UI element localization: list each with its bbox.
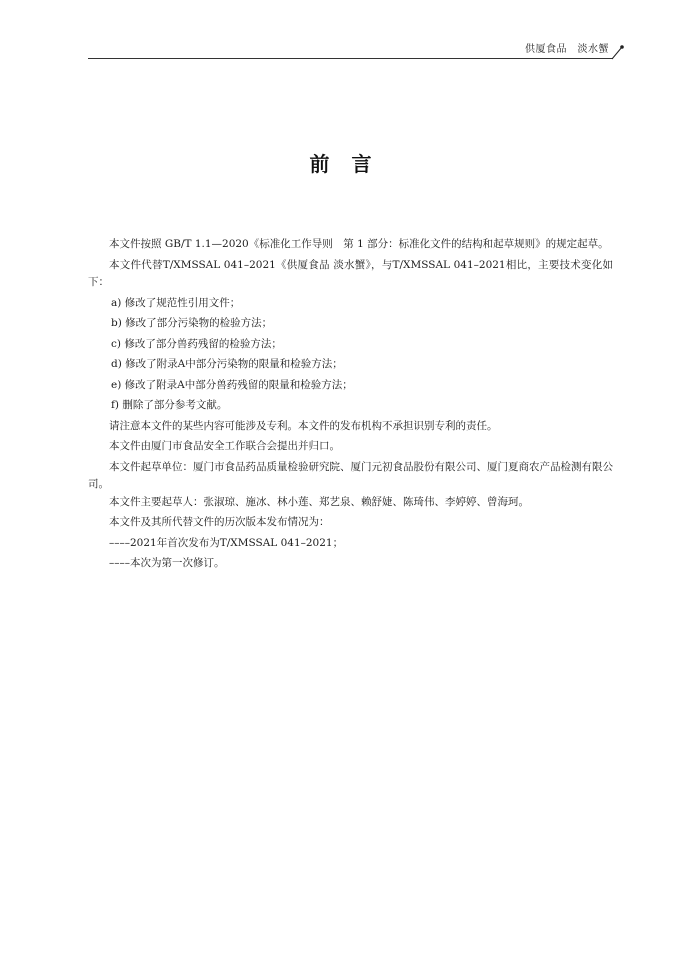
paragraph-history-2021: ––––2021年首次发布为T/XMSSAL 041–2021；	[109, 536, 344, 549]
running-title: 供厦食品 淡水蟹	[525, 44, 609, 55]
paragraph-proposer: 本文件由厦门市食品安全工作联合会提出并归口。	[109, 440, 340, 452]
list-item: d) 修改了附录A中部分污染物的限量和检验方法；	[111, 358, 343, 370]
page-title: 前言	[309, 152, 394, 176]
list-item: e) 修改了附录A中部分兽药残留的限量和检验方法；	[111, 378, 353, 391]
list-item: a) 修改了规范性引用文件；	[111, 296, 241, 309]
header-slash-ornament	[608, 44, 630, 60]
paragraph-replacement: 本文件代替T/XMSSAL 041–2021《供厦食品 淡水蟹》，与T/XMSSAL 041–2021相比，主要技术变化如下：	[88, 258, 613, 288]
changes-list	[88, 295, 613, 415]
list-item: f) 删除了部分参考文献。	[111, 399, 228, 411]
header-rule	[88, 58, 613, 59]
foreword-body	[88, 236, 613, 576]
paragraph-history-current: ––––本次为第一次修订。	[109, 557, 225, 569]
list-item: b) 修改了部分污染物的检验方法；	[111, 317, 273, 329]
paragraph-patent-notice: 请注意本文件的某些内容可能涉及专利。本文件的发布机构不承担识别专利的责任。	[109, 419, 498, 432]
paragraph-drafting-units: 本文件起草单位：厦门市食品药品质量检验研究院、厦门元初食品股份有限公司、厦门夏商农产品检测有限公司。	[88, 460, 613, 490]
list-item: c) 修改了部分兽药残留的检验方法；	[111, 337, 282, 350]
paragraph-drafters: 本文件主要起草人：张淑琼、施冰、林小莲、郑艺泉、赖舒婕、陈琦伟、李婷婷、曾海珂。	[109, 495, 529, 508]
paragraph-history-intro: 本文件及其所代替文件的历次版本发布情况为：	[109, 516, 330, 528]
paragraph-drafting-rules: 本文件按照 GB/T 1.1—2020《标准化工作导则 第 1 部分：标准化文件的结构和起草规则》的规定起草。	[109, 238, 609, 250]
